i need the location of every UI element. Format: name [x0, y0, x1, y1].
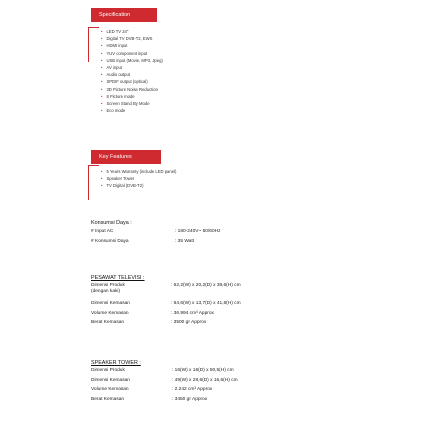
row-label: Dimensi Kemasan [91, 377, 130, 383]
row-label: Berat Kemasan [91, 320, 125, 326]
spec-row [91, 320, 391, 330]
feature-item: • 5 Years Warranty (include LED panel) [101, 169, 177, 174]
spec-item: • Audio output [101, 72, 130, 78]
tower-title: SPEAKER TOWER : [91, 360, 141, 366]
power-title: Konsumsi Daya : [91, 220, 132, 226]
spec-row [91, 301, 391, 311]
spec-item: • Digital TV DVB-T2, EWS [101, 36, 153, 42]
specification-bracket [88, 27, 99, 62]
tv-title: PESAWAT TELEVISI : [91, 275, 145, 281]
row-value: : 16(W) x 16(D) x 50,5(H) cm [172, 368, 234, 373]
spec-item-text: USB input (Movie, MP3, Jpeg) [106, 57, 163, 63]
feature-item-text: 5 Years Warranty (include LED panel) [106, 169, 177, 174]
tv-section [91, 275, 391, 330]
row-value: : 49(W) x 28,6(D) x 16,6(H) cm [172, 377, 238, 383]
specification-list [101, 28, 163, 114]
power-section [91, 220, 391, 248]
spec-item: • 8 Picture mode [101, 93, 135, 99]
spec-row [91, 239, 391, 249]
feature-item: • Speaker Tower [101, 176, 135, 182]
spec-item: • SPDIF output (optical) [101, 79, 148, 85]
row-label-line: (dengan kaki) [91, 289, 121, 294]
row-label: Volume Kemasan [91, 387, 129, 393]
spec-item: • YUV component input [101, 50, 148, 56]
spec-item-text: LED TV 24" [106, 29, 129, 34]
spec-item-text: SPDIF output (optical) [106, 79, 148, 85]
spec-item: • HDMI input [101, 43, 128, 49]
spec-item: • AV input [101, 65, 122, 71]
row-label: # Input AC [91, 229, 114, 234]
key-features-bracket [88, 165, 99, 200]
spec-item-text: AV input [106, 65, 122, 71]
spec-item-text: Audio output [106, 72, 130, 78]
row-value: : 2.242 cm³ Approx [172, 387, 213, 393]
row-label [91, 283, 125, 295]
row-value: : 3450 gr Approx [172, 396, 208, 402]
spec-item: • USB input (Movie, MP3, Jpeg) [101, 57, 163, 63]
key-features-header: Key Features [91, 150, 161, 164]
spec-item-text: Screen Stand By Mode [106, 101, 150, 107]
spec-row [91, 378, 391, 388]
spec-row [91, 283, 391, 301]
spec-item: • 3D Picture Noise Reduction [101, 86, 158, 92]
speaker-tower-section [91, 360, 391, 406]
row-label: Volume Kemasan [91, 310, 129, 316]
spec-item-text: Eco mode [106, 108, 126, 114]
row-label: Berat Kemasan [91, 396, 125, 402]
spec-item: • Screen Stand By Mode [101, 101, 150, 107]
spec-row [91, 387, 391, 397]
spec-row [91, 397, 391, 407]
row-value: : 64,6(W) x 13,7(D) x 41,8(H) cm [171, 301, 241, 306]
row-value: : 180-240V~ 50/60Hz [175, 229, 221, 234]
spec-item-text: 3D Picture Noise Reduction [106, 86, 158, 92]
row-label: Dimensi Produk [91, 368, 125, 373]
spec-item: • LED TV 24" [101, 29, 129, 34]
spec-row [91, 311, 391, 321]
feature-item-text: TV Digital (DVB-T2) [106, 183, 144, 189]
key-features-list [101, 168, 176, 190]
row-value: : 35 Watt [175, 238, 195, 244]
spec-item-text: HDMI input [106, 43, 128, 49]
spec-item: • Eco mode [101, 108, 126, 114]
feature-item: • TV Digital (DVB-T2) [101, 183, 144, 189]
feature-item-text: Speaker Tower [106, 176, 135, 182]
spec-item-text: Digital TV DVB-T2, EWS [106, 36, 153, 42]
spec-item-text: YUV component input [106, 50, 148, 56]
row-value: : 62,2(W) x 20,2(D) x 39,6(H) cm [171, 283, 241, 288]
specification-header: Specification [91, 8, 157, 22]
spec-item-text: 8 Picture mode [106, 93, 135, 99]
spec-row [91, 229, 391, 239]
row-value: : 3500 gr Approx [171, 320, 207, 326]
spec-row [91, 368, 391, 378]
row-label: Dimensi Kemasan [91, 301, 130, 306]
row-value: : 36.994 cm³ Approx [171, 310, 214, 316]
row-label: # Konsumsi Daya [91, 238, 129, 244]
row-label-line: Dimensi Produk [91, 283, 125, 288]
